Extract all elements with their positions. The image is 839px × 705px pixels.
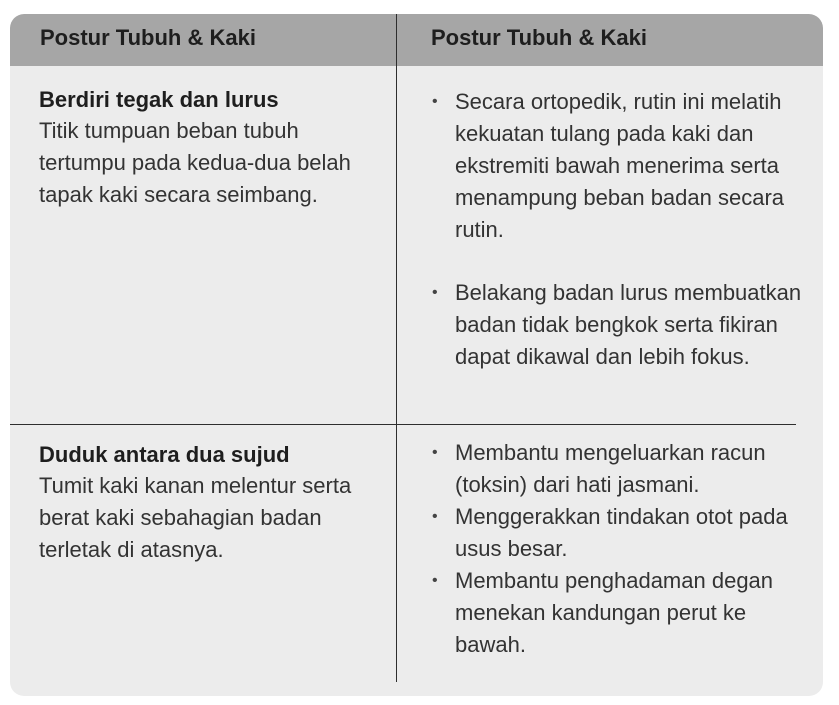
row1-bullet-1: • Secara ortopedik, rutin ini melatih kekuatan tulang pada kaki dan ekstremiti bawah menerima serta menampung beban badan secara rutin. xyxy=(430,86,815,246)
table-header xyxy=(10,14,823,66)
column-divider xyxy=(396,14,397,682)
bullet-dot-icon: • xyxy=(432,284,438,301)
bullet-dot-icon: • xyxy=(432,93,438,110)
row2-bullet-3: • Membantu penghadaman degan menekan kandungan perut ke bawah. xyxy=(430,565,815,661)
row1-description: Titik tumpuan beban tubuh tertumpu pada kedua-dua belah tapak kaki secara seimbang. xyxy=(39,118,351,207)
row1-posture-cell xyxy=(39,85,369,211)
posture-table xyxy=(10,14,823,696)
header-col2: Postur Tubuh & Kaki xyxy=(431,25,647,50)
row-divider xyxy=(10,424,796,425)
bullet-dot-icon: • xyxy=(432,444,438,461)
header-col1: Postur Tubuh & Kaki xyxy=(40,25,256,50)
row2-posture-cell xyxy=(39,440,369,566)
row1-bullet-2: • Belakang badan lurus membuatkan badan tidak bengkok serta fikiran dapat dikawal dan lebih fokus. xyxy=(430,277,815,373)
row1-benefits-cell xyxy=(430,86,815,373)
row2-bullet-2: • Menggerakkan tindakan otot pada usus besar. xyxy=(430,501,815,565)
row1-title: Berdiri tegak dan lurus xyxy=(39,87,279,112)
row2-title: Duduk antara dua sujud xyxy=(39,442,290,467)
row2-description: Tumit kaki kanan melentur serta berat kaki sebahagian badan terletak di atasnya. xyxy=(39,473,352,562)
row2-bullet-1: • Membantu mengeluarkan racun (toksin) dari hati jasmani. xyxy=(430,437,815,501)
bullet-dot-icon: • xyxy=(432,572,438,589)
row2-benefits-cell xyxy=(430,437,815,661)
bullet-dot-icon: • xyxy=(432,508,438,525)
